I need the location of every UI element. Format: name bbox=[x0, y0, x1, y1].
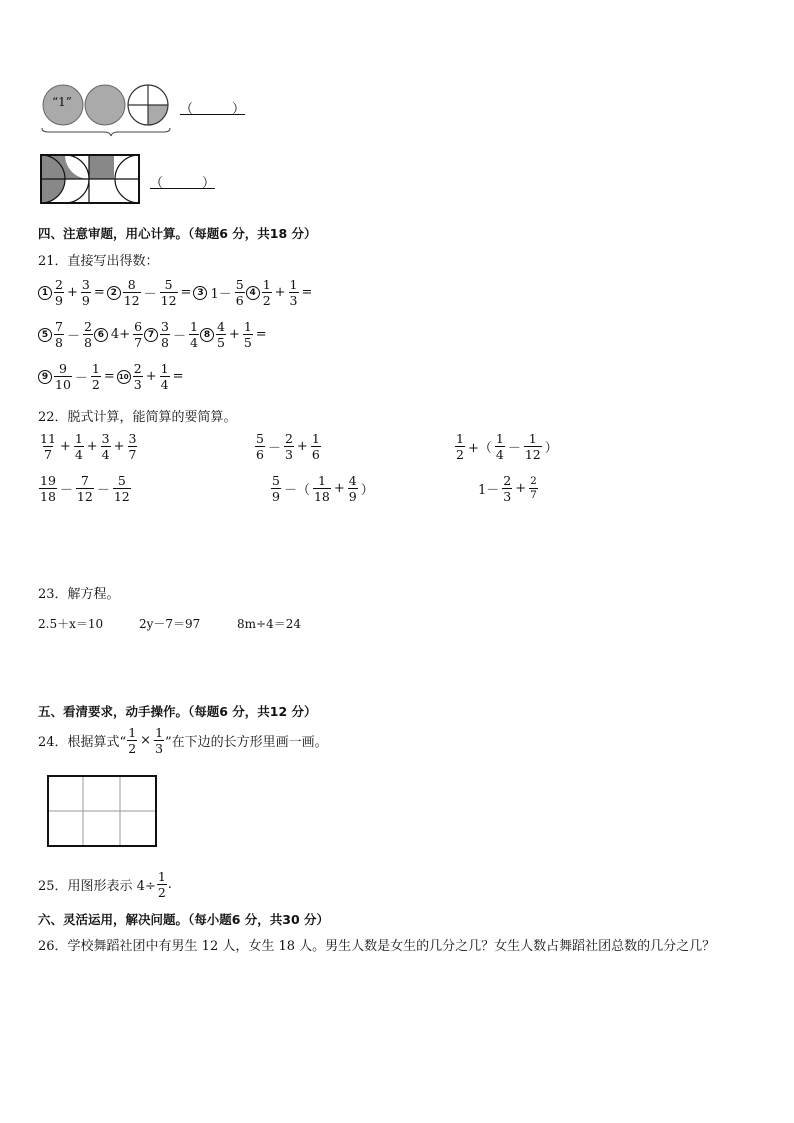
fraction: $\frac{4}{5}$ bbox=[216, 319, 225, 351]
fraction: $\frac{3}{9}$ bbox=[81, 277, 90, 309]
section4-heading: 四、注意审题，用心计算。（每题6 分，共18 分） bbox=[38, 226, 317, 241]
q22-expr-1: $\frac{11}{7}$ + $\frac{1}{4}$ + $\frac{3}{4}$ + $\frac{3}{7}$ bbox=[40, 431, 137, 463]
q22-expr-3: $\frac{1}{2}$ +（ $\frac{1}{4}$ － $\frac{1}{12}$ ） bbox=[456, 431, 558, 463]
q21-row-2: 5 $\frac{7}{8}$ － $\frac{2}{8}$ 6 4+ $\frac{6}{7}$ 7 $\frac{3}{8}$ － $\frac{1}{4}$ 8 $\frac{4}{5}$ + $\frac{1}{5}$ = bbox=[38, 320, 269, 349]
fraction: $\frac{1}{5}$ bbox=[243, 319, 252, 351]
fraction: $\frac{1}{3}$ bbox=[289, 277, 298, 309]
section6-heading: 六、灵活运用，解决问题。（每小题6 分，共30 分） bbox=[38, 912, 330, 927]
fraction: $\frac{2}{8}$ bbox=[83, 319, 92, 351]
fraction: $\frac{6}{7}$ bbox=[134, 319, 143, 351]
fraction: $\frac{7}{8}$ bbox=[55, 319, 63, 351]
q21-label: 21．直接写出得数： bbox=[38, 254, 159, 269]
fraction: $\frac{5}{12}$ bbox=[160, 277, 177, 309]
q23-eq-1: 2.5＋x＝10 bbox=[38, 617, 104, 631]
circle-label: “1” bbox=[52, 95, 72, 109]
item-number: 10 bbox=[117, 370, 131, 384]
fraction: $\frac{5}{6}$ bbox=[235, 277, 244, 309]
item-number: 7 bbox=[144, 328, 158, 342]
item-number: 5 bbox=[38, 328, 52, 342]
q22-expr-6: 1－ $\frac{2}{3}$ + $\frac{2}{7}$ bbox=[478, 473, 537, 505]
item-number: 3 bbox=[193, 286, 207, 300]
q24-text: 24．根据算式“ $\frac{1}{2}$ × $\frac{1}{3}$ ”在下边的长方形里画一画。 bbox=[38, 725, 328, 757]
fraction: $\frac{1}{2}$ bbox=[91, 361, 100, 393]
rect-figure bbox=[39, 153, 143, 205]
brace bbox=[42, 128, 170, 136]
q22-expr-4: $\frac{19}{18}$ － $\frac{7}{12}$ － $\frac{5}{12}$ bbox=[40, 473, 130, 505]
q23-eq-2: 2y－7＝97 bbox=[139, 617, 201, 631]
item-number: 8 bbox=[200, 328, 214, 342]
fraction: $\frac{1}{4}$ bbox=[160, 361, 169, 393]
q23-eq-3: 8m÷4＝24 bbox=[237, 617, 301, 631]
q21-row-1: 1 $\frac{2}{9}$ + $\frac{3}{9}$ = 2 $\frac{8}{12}$ － $\frac{5}{12}$ = 3 1－ $\frac{5}{6}$ 4 $\frac{1}{2}$ + $\frac{1}{3}$ = bbox=[38, 278, 314, 307]
q22-expr-2: $\frac{5}{6}$ － $\frac{2}{3}$ + $\frac{1}{6}$ bbox=[256, 431, 320, 463]
fraction: $\frac{8}{12}$ bbox=[123, 277, 140, 309]
q22-label: 22．脱式计算，能简算的要简算。 bbox=[38, 410, 237, 425]
q21-row-3: 9 $\frac{9}{10}$ － $\frac{1}{2}$ = 10 $\frac{2}{3}$ + $\frac{1}{4}$ = bbox=[38, 362, 186, 391]
fraction: $\frac{1}{2}$ bbox=[262, 277, 271, 309]
item-number: 4 bbox=[246, 286, 260, 300]
drawing-rectangle[interactable] bbox=[46, 774, 158, 848]
circle-two bbox=[85, 85, 125, 125]
q23-label: 23．解方程。 bbox=[38, 587, 120, 602]
answer-blank-1[interactable]: （ ） bbox=[180, 102, 246, 117]
answer-blank-2[interactable]: （ ） bbox=[150, 176, 216, 191]
item-number: 1 bbox=[38, 286, 52, 300]
fraction: $\frac{3}{8}$ bbox=[161, 319, 169, 351]
circle-quartered bbox=[128, 85, 168, 125]
q22-expr-5: $\frac{5}{9}$ －（ $\frac{1}{18}$ + $\frac{4}{9}$ ） bbox=[272, 473, 374, 505]
item-number: 2 bbox=[107, 286, 121, 300]
fraction: $\frac{1}{4}$ bbox=[190, 319, 198, 351]
item-number: 9 bbox=[38, 370, 52, 384]
fraction: $\frac{9}{10}$ bbox=[55, 361, 71, 393]
fraction: $\frac{2}{9}$ bbox=[55, 277, 63, 309]
item-number: 6 bbox=[94, 328, 108, 342]
fraction: $\frac{2}{3}$ bbox=[133, 361, 142, 393]
q26-text: 26．学校舞蹈社团中有男生 12 人，女生 18 人。男生人数是女生的几分之几？女生人数占舞蹈社团总数的几分之几？ bbox=[38, 939, 716, 954]
circles-figure bbox=[38, 80, 178, 138]
section5-heading: 五、看清要求，动手操作。（每题6 分，共12 分） bbox=[38, 704, 317, 719]
q25-text: 25．用图形表示 4÷ $\frac{1}{2}$ . bbox=[38, 869, 172, 901]
